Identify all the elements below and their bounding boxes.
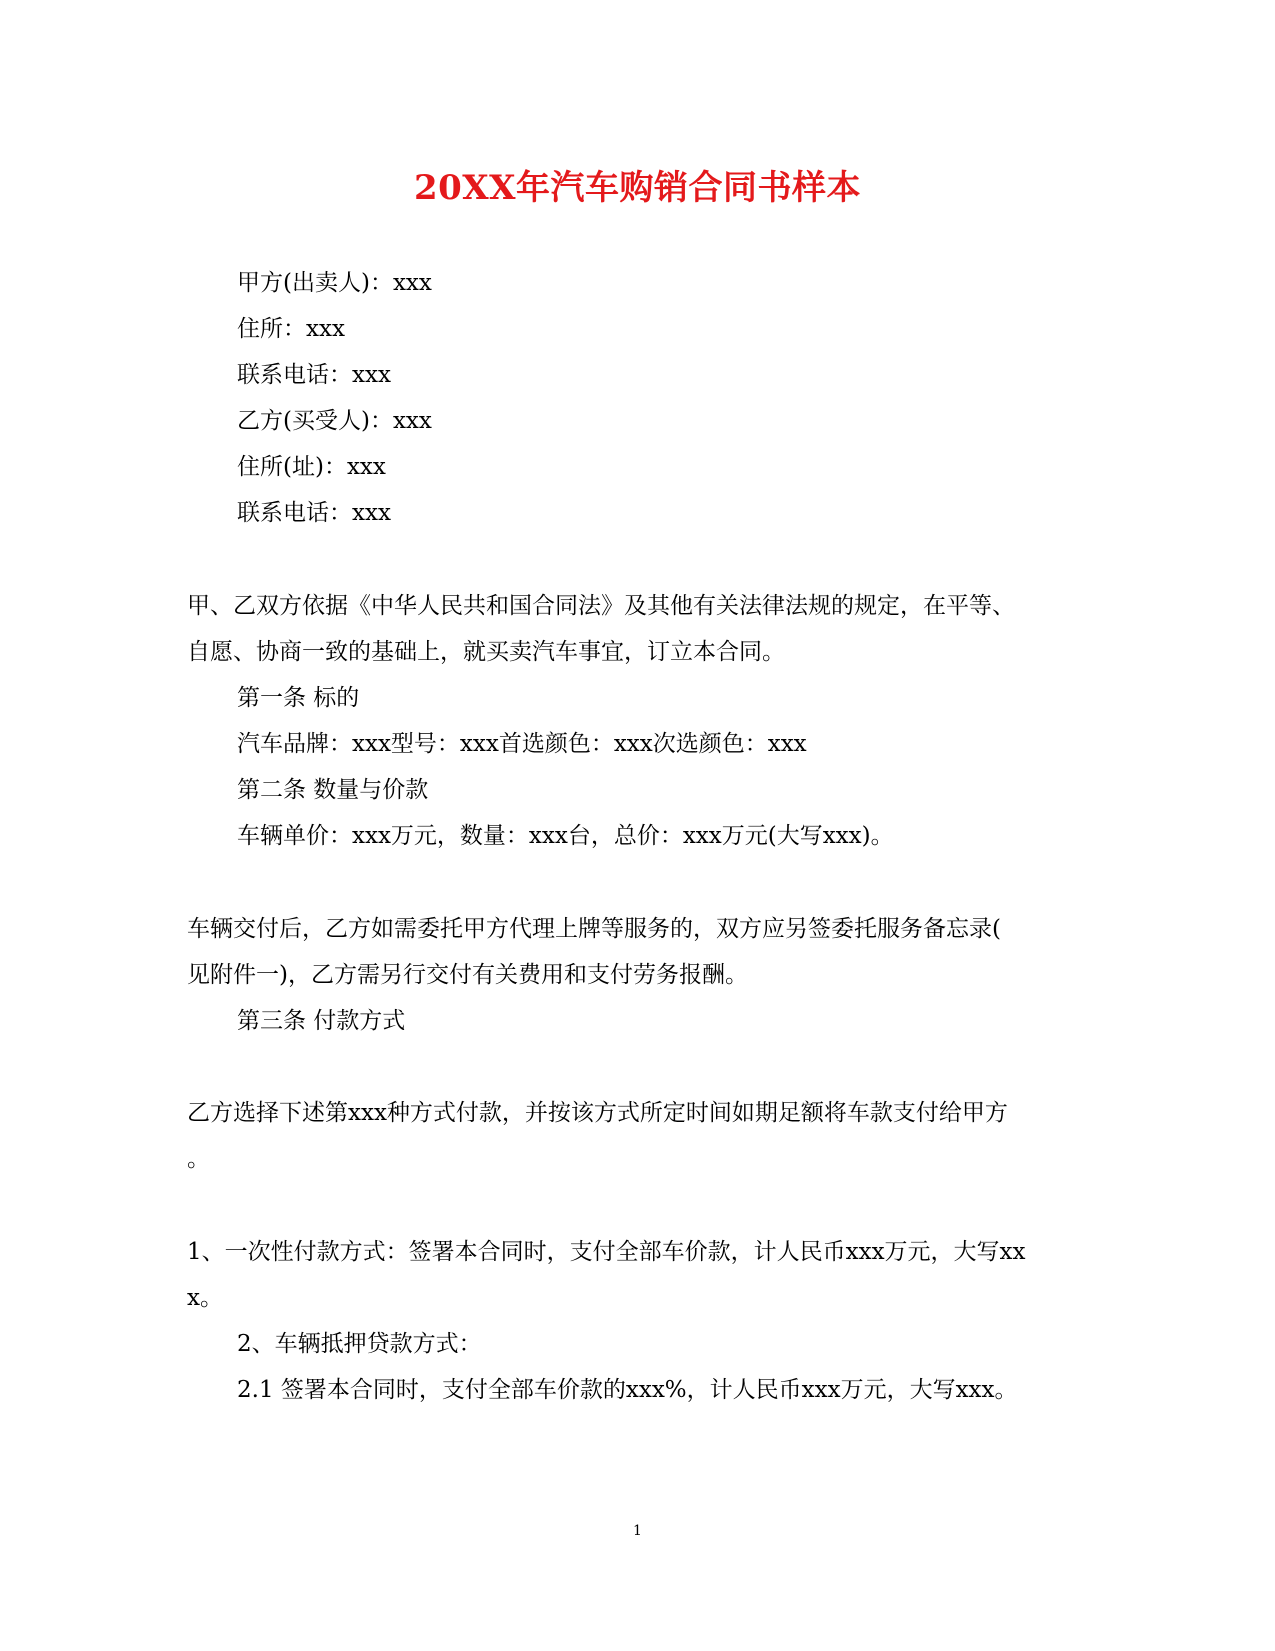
party-b-phone: 联系电话：xxx (237, 500, 391, 526)
payment-option-1-line: 1、一次性付款方式：签署本合同时，支付全部车价款，计人民币xxx万元，大写xx (187, 1239, 1026, 1265)
document-title: 20XX年汽车购销合同书样本 (413, 168, 862, 208)
party-a-phone: 联系电话：xxx (237, 362, 391, 388)
payment-option-2-heading: 2、车辆抵押贷款方式： (237, 1331, 482, 1357)
page-number: 1 (633, 1523, 642, 1539)
party-b-buyer: 乙方(买受人)：xxx (237, 408, 432, 434)
delivery-note-line: 见附件一)，乙方需另行交付有关费用和支付劳务报酬。 (187, 962, 748, 988)
party-a-seller: 甲方(出卖人)：xxx (237, 270, 432, 296)
preamble-line: 自愿、协商一致的基础上，就买卖汽车事宜，订立本合同。 (187, 639, 785, 665)
article-2-heading: 第二条 数量与价款 (237, 777, 429, 803)
article-1-heading: 第一条 标的 (237, 685, 360, 711)
party-b-address: 住所(址)：xxx (237, 454, 386, 480)
clause-2-1: 2.1 签署本合同时，支付全部车价款的xxx%，计人民币xxx万元，大写xxx。 (237, 1377, 1018, 1403)
preamble-line: 甲、乙双方依据《中华人民共和国合同法》及其他有关法律法规的规定，在平等、 (187, 593, 1015, 619)
delivery-note-line: 车辆交付后，乙方如需委托甲方代理上牌等服务的，双方应另签委托服务备忘录( (187, 916, 1001, 942)
payment-option-1-line: x。 (187, 1285, 223, 1311)
article-1-text: 汽车品牌：xxx型号：xxx首选颜色：xxx次选颜色：xxx (237, 731, 807, 757)
party-a-address: 住所：xxx (237, 316, 345, 342)
payment-choice-line: 乙方选择下述第xxx种方式付款，并按该方式所定时间如期足额将车款支付给甲方 (187, 1100, 1008, 1126)
article-3-heading: 第三条 付款方式 (237, 1008, 406, 1034)
payment-choice-line: 。 (187, 1146, 210, 1172)
article-2-text: 车辆单价：xxx万元，数量：xxx台，总价：xxx万元(大写xxx)。 (237, 823, 894, 849)
